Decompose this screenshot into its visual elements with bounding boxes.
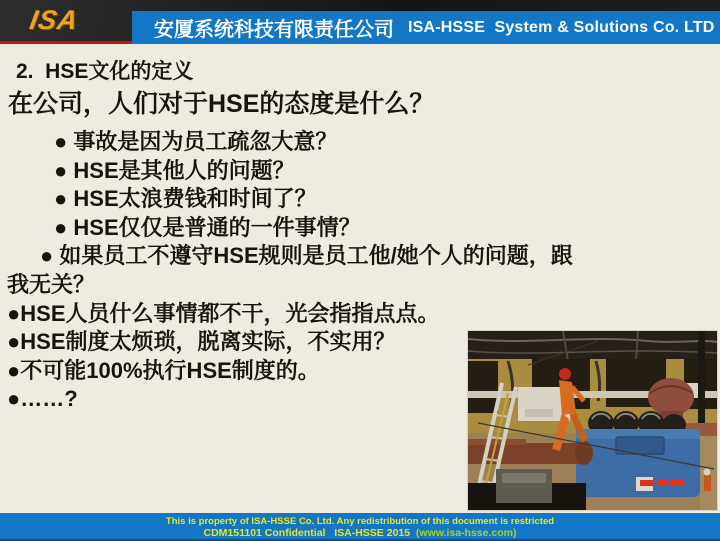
bullet-line: ● 事故是因为员工疏忽大意？: [54, 129, 338, 154]
slide-title: 2. HSE文化的定义: [16, 60, 194, 83]
footer-document-id-text: CDM151101 Confidential ISA-HSSE 2015: [203, 527, 416, 539]
footer-website-link[interactable]: (www.isa-hsse.com): [415, 527, 517, 539]
footer-document-id: [0, 527, 720, 539]
logo-area: [0, 0, 132, 44]
bullet-line: ● 如果员工不遵守HSE规则是员工他/她个人的问题，跟: [40, 243, 573, 269]
footer-confidentiality-notice: This is property of ISA-HSSE Co. Ltd. Any redistribution of this document is restricted: [165, 516, 555, 527]
bullet-line: ● HSE是其他人的问题？: [54, 157, 295, 183]
header: [0, 0, 720, 44]
company-name-en: ISA-HSSE System & Solutions Co. LTD: [408, 18, 715, 36]
rig-worker-photo: [468, 331, 717, 510]
bullet-line: ●不可能100%执行HSE制度的。: [7, 357, 320, 383]
footer: [0, 513, 720, 541]
photo-datestamp: [640, 480, 684, 486]
bullet-line-wrap: 我无关？: [7, 271, 96, 297]
bullet-line: ●HSE人员什么事情都不干，光会指指点点。: [7, 300, 440, 326]
company-name-cn: 安厦系统科技有限责任公司: [154, 19, 394, 41]
header-title-bar: [132, 11, 720, 44]
rig-photo-illustration: [468, 331, 717, 510]
bullet-line: ● HSE仅仅是普通的一件事情？: [54, 214, 361, 240]
bullet-line: ●HSE制度太烦琐，脱离实际，不实用？: [7, 329, 396, 355]
isa-logo: ISA: [27, 5, 81, 35]
slide-subtitle: 在公司，人们对于HSE的态度是什么？: [8, 90, 435, 118]
bullet-line: ● HSE太浪费钱和时间了？: [54, 186, 317, 212]
bullet-line: ●……?: [7, 386, 78, 412]
